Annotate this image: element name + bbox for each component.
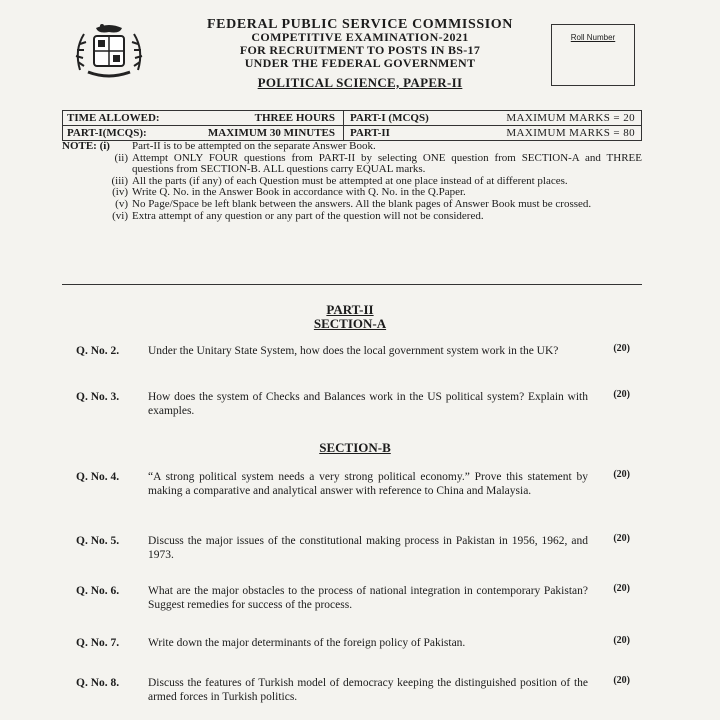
instructions-notes [62,141,642,222]
note-text: Extra attempt of any question or any part of the question will not be considered. [132,209,484,222]
note-number: (ii) [114,151,128,164]
question-number: Q. No. 6. [76,585,120,597]
question-text: Discuss the major issues of the constitutional making process in Pakistan in 1956, 1962, and 1973. [148,535,588,561]
note-text: No Page/Space be left blank between the answers. All the blank pages of Answer Book must be crossed. [132,197,592,210]
government-emblem-icon [70,20,148,82]
roll-number-box [551,24,635,86]
part2-label: PART-II [350,127,390,139]
note-text: Write Q. No. in the Answer Book in accordance with Q. No. in the Q.Paper. [132,186,466,199]
exam-header [190,18,530,89]
question-number: Q. No. 5. [76,535,120,547]
question-text: Under the Unitary State System, how does the local government system work in the UK? [148,345,559,357]
question-text: What are the major obstacles to the process of national integration in contemporary Pakistan? Suggest remedies for success of the process. [148,585,588,611]
part-heading: PART-II [326,302,374,317]
note-number: (vi) [112,209,128,222]
time-value: THREE HOURS [254,112,335,124]
part1-max-marks: MAXIMUM MARKS = 20 [506,112,635,124]
question-marks: (20) [613,389,630,400]
examination-title: COMPETITIVE EXAMINATION-2021 [251,30,469,44]
part1-label: PART-I (MCQS) [350,112,429,124]
question-text: How does the system of Checks and Balances work in the US political system? Explain with examples. [148,391,588,417]
note-number: (iv) [112,186,128,199]
note-item [62,153,642,176]
notes-divider [62,284,642,285]
question-text: Write down the major determinants of the foreign policy of Pakistan. [148,637,466,649]
note-number: (iii) [111,174,128,187]
question-marks: (20) [613,343,630,354]
question-number: Q. No. 8. [76,677,120,689]
question-number: Q. No. 4. [76,471,120,483]
mcq-label: PART-I(MCQS): [67,127,147,139]
note-item [62,199,642,211]
recruitment-line: FOR RECRUITMENT TO POSTS IN BS-17 [239,43,481,57]
note-text: Part-II is to be attempted on the separate Answer Book. [132,140,376,152]
time-label: TIME ALLOWED: [67,112,160,124]
question-number: Q. No. 3. [76,391,120,403]
section-a-heading: SECTION-A [313,316,387,331]
question-marks: (20) [613,675,630,686]
part2-max-marks: MAXIMUM MARKS = 80 [506,127,635,139]
marks-table [62,110,642,141]
question-marks: (20) [613,635,630,646]
marks-row-time [63,111,641,125]
note-text: All the parts (if any) of each Question must be attempted at one place instead of at different places. [132,174,568,187]
question-text: “A strong political system needs a very strong political economy.” Prove this statement by making a comparative and analytical answer with reference to China and Malaysia. [148,471,588,497]
roll-number-label: Roll Number [570,33,616,42]
question-number: Q. No. 2. [76,345,120,357]
question-text: Discuss the features of Turkish model of democracy keeping the distinguished position of the armed forces in Turkish politics. [148,677,588,703]
note-number: NOTE: (i) [62,140,110,152]
section-b-heading: SECTION-B [319,440,391,455]
marks-row-mcq [63,125,641,140]
mcq-value: MAXIMUM 30 MINUTES [207,127,335,139]
note-number: (v) [115,197,128,210]
question-marks: (20) [613,583,630,594]
note-item [62,211,642,223]
note-text: Attempt ONLY FOUR questions from PART-II by selecting ONE question from SECTION-A and THREE questions from SECTION-B. ALL questions carry EQUAL marks. [132,151,642,176]
commission-title: FEDERAL PUBLIC SERVICE COMMISSION [207,17,513,32]
question-number: Q. No. 7. [76,637,120,649]
question-marks: (20) [613,469,630,480]
paper-title: POLITICAL SCIENCE, PAPER-II [257,75,463,90]
question-marks: (20) [613,533,630,544]
note-item [62,141,642,153]
government-line: UNDER THE FEDERAL GOVERNMENT [244,56,476,70]
